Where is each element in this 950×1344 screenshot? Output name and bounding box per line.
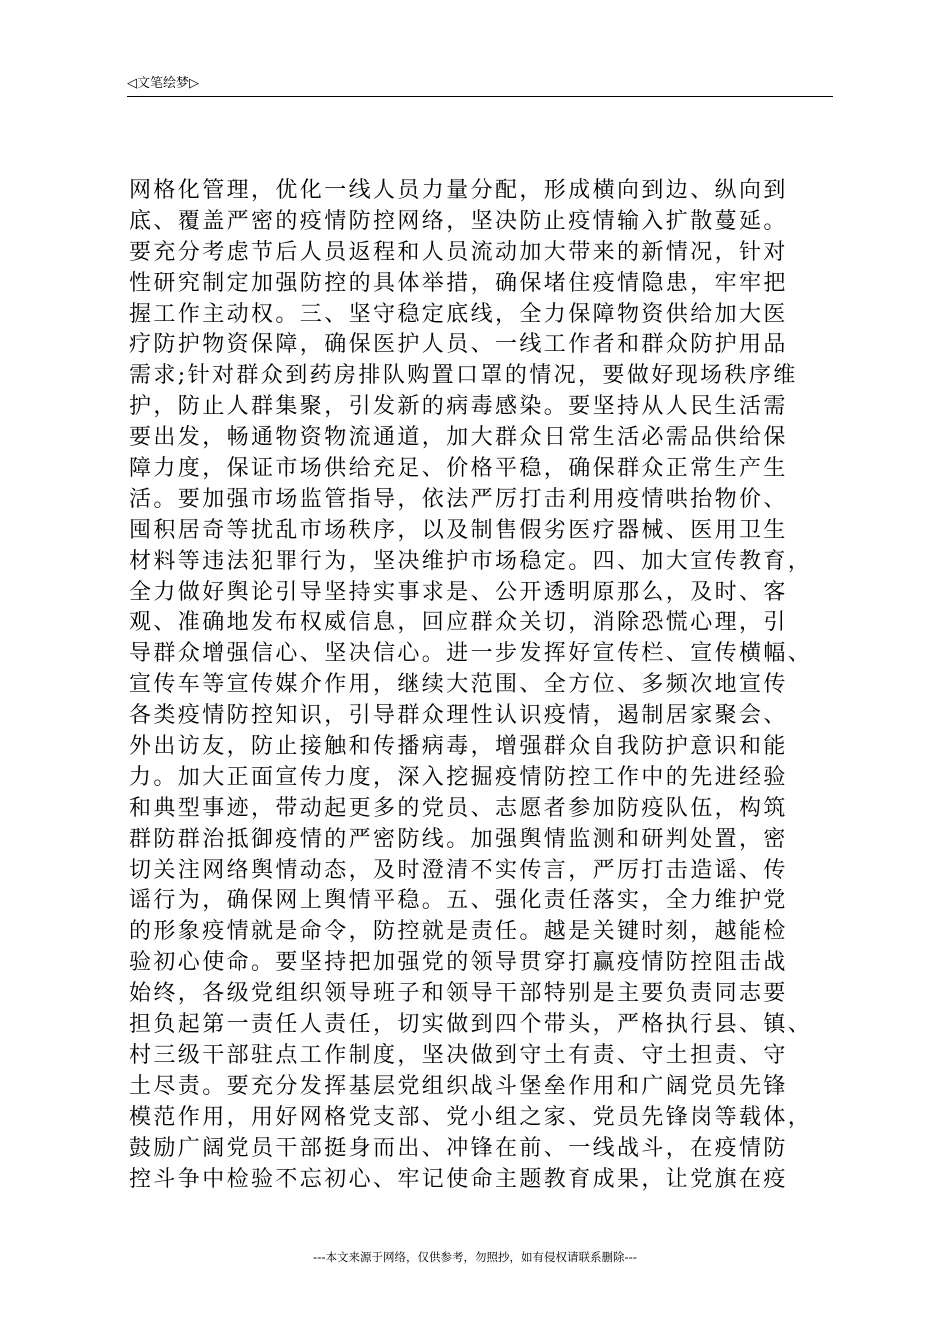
text-line: 和典型事迹，带动起更多的党员、志愿者参加防疫队伍，构筑 — [129, 795, 788, 821]
text-line: 的形象疫情就是命令，防控就是责任。越是关键时刻，越能检 — [129, 919, 788, 945]
text-line: 村三级干部驻点工作制度，坚决做到守土有责、守土担责、守 — [129, 1042, 788, 1068]
text-line: 导群众增强信心、坚决信心。进一步发挥好宣传栏、宣传横幅、 — [129, 641, 813, 667]
text-line: 控斗争中检验不忘初心、牢记使命主题教育成果，让党旗在疫 — [129, 1166, 788, 1192]
text-line: 验初心使命。要坚持把加强党的领导贯穿打赢疫情防控阻击战 — [129, 950, 788, 976]
text-line: 网格化管理，优化一线人员力量分配，形成横向到边、纵向到 — [129, 178, 788, 203]
text-line: 担负起第一责任人责任，切实做到四个带头，严格执行县、镇、 — [129, 1012, 813, 1038]
text-line: 疗防护物资保障，确保医护人员、一线工作者和群众防护用品 — [129, 332, 788, 358]
right-triangle-icon: ▷ — [189, 76, 200, 91]
text-line: 囤积居奇等扰乱市场秩序，以及制售假劣医疗器械、医用卫生 — [129, 517, 788, 543]
text-line: 始终，各级党组织领导班子和领导干部特别是主要负责同志要 — [129, 981, 788, 1007]
text-line: 谣行为，确保网上舆情平稳。五、强化责任落实，全力维护党 — [129, 888, 788, 914]
left-triangle-icon: ◁ — [127, 76, 137, 91]
text-line: 各类疫情防控知识，引导群众理性认识疫情，遏制居家聚会、 — [129, 703, 788, 729]
text-line: 握工作主动权。三、坚守稳定底线，全力保障物资供给加大医 — [129, 301, 788, 327]
text-line: 切关注网络舆情动态，及时澄清不实传言，严厉打击造谣、传 — [129, 857, 788, 883]
page-header — [127, 75, 833, 97]
text-line: 护，防止人群集聚，引发新的病毒感染。要坚持从人民生活需 — [129, 394, 788, 420]
text-line: 障力度，保证市场供给充足、价格平稳，确保群众正常生产生 — [129, 456, 788, 482]
text-line: 宣传车等宣传媒介作用，继续大范围、全方位、多频次地宣传 — [129, 672, 788, 698]
header-title: 文笔绘梦 — [137, 76, 190, 91]
text-line: 模范作用，用好网格党支部、党小组之家、党员先锋岗等载体， — [129, 1104, 813, 1130]
text-line: 需求;针对群众到药房排队购置口罩的情况，要做好现场秩序维 — [129, 363, 798, 389]
header-divider — [127, 96, 833, 97]
text-line: 观、准确地发布权威信息，回应群众关切，消除恐慌心理，引 — [129, 610, 788, 636]
text-line: 活。要加强市场监管指导，依法严厉打击利用疫情哄抬物价、 — [129, 486, 788, 512]
text-line: 鼓励广阔党员干部挺身而出、冲锋在前、一线战斗，在疫情防 — [129, 1135, 788, 1161]
text-line: 群防群治抵御疫情的严密防线。加强舆情监测和研判处置，密 — [129, 826, 788, 852]
header-brand — [127, 75, 199, 93]
text-line: 外出访友，防止接触和传播病毒，增强群众自我防护意识和能 — [129, 734, 788, 760]
text-line: 材料等违法犯罪行为，坚决维护市场稳定。四、加大宣传教育， — [129, 548, 813, 574]
text-line: 要充分考虑节后人员返程和人员流动加大带来的新情况，针对 — [129, 239, 788, 265]
text-line: 要出发，畅通物资物流通道，加大群众日常生活必需品供给保 — [129, 425, 788, 451]
text-line: 土尽责。要充分发挥基层党组织战斗堡垒作用和广阔党员先锋 — [129, 1073, 788, 1099]
body-text — [129, 176, 839, 1195]
text-line: 底、覆盖严密的疫情防控网络，坚决防止疫情输入扩散蔓延。 — [129, 208, 788, 234]
page-footer: ---本文来源于网络，仅供参考，勿照抄，如有侵权请联系删除--- — [313, 1250, 637, 1264]
text-line: 性研究制定加强防控的具体举措，确保堵住疫情隐患，牢牢把 — [129, 270, 788, 296]
text-line: 全力做好舆论引导坚持实事求是、公开透明原那么，及时、客 — [129, 579, 788, 605]
text-line: 力。加大正面宣传力度，深入挖掘疫情防控工作中的先进经验 — [129, 764, 788, 790]
